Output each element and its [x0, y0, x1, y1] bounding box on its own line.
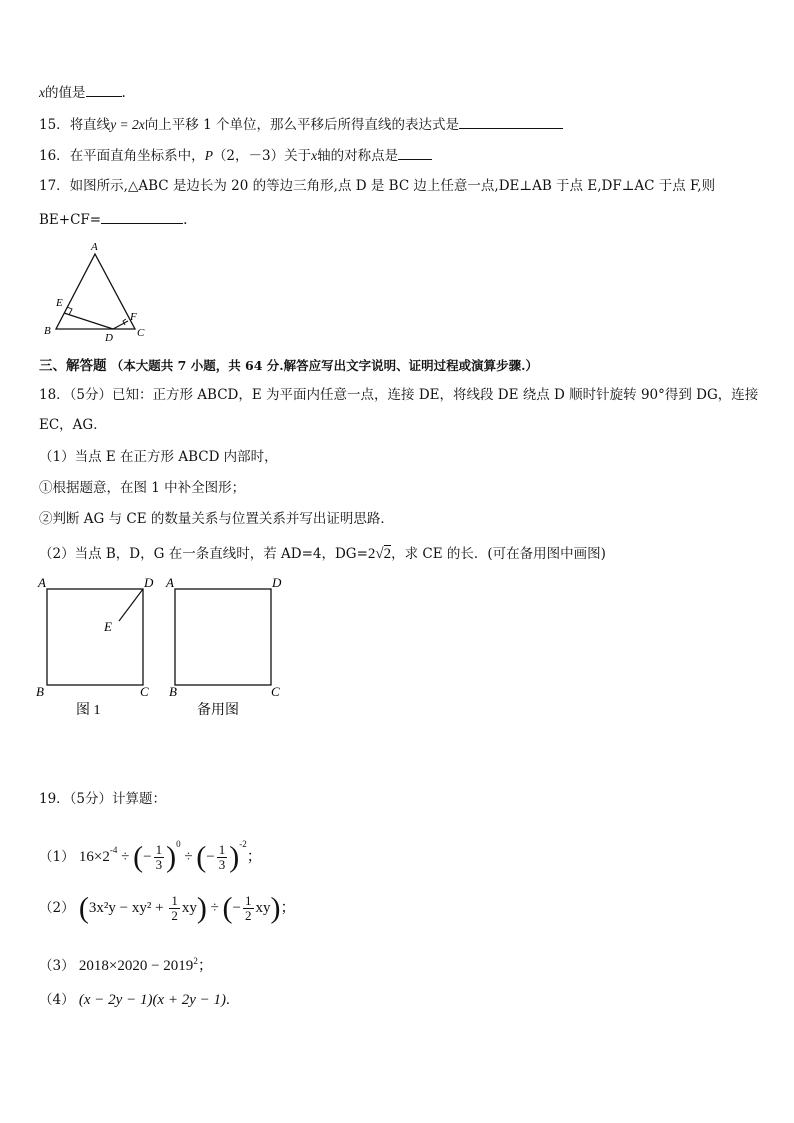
- p1-div: ÷: [121, 849, 130, 865]
- q18-part1b: ②判断 AG 与 CE 的数量关系与位置关系并写出证明思路．: [39, 511, 394, 527]
- q14-answer-line: [39, 82, 126, 103]
- q19-p4-expr: [79, 992, 230, 1008]
- label-a: A: [91, 241, 98, 253]
- p1-frac2-num: 1: [218, 842, 226, 858]
- question-15: [39, 114, 563, 135]
- p4-end: .: [226, 992, 230, 1008]
- section-3-title: 三、解答题: [39, 358, 107, 374]
- sqrt-coef: 2: [367, 546, 376, 562]
- q17-line1: 17．如图所示,△ABC 是边长为 20 的等边三角形,点 D 是 BC 边上任意一点,DE⊥AB 于点 E,DF⊥AC 于点 F,则: [39, 178, 716, 194]
- q14-var: x: [39, 85, 45, 100]
- label-c: C: [137, 327, 145, 339]
- figure-1: [34, 574, 164, 720]
- fig1-label-d: D: [144, 575, 154, 590]
- label-f: F: [130, 311, 137, 323]
- q18-part2: [39, 544, 606, 564]
- q16-post: 轴的对称点是: [317, 148, 399, 164]
- triangle-figure: [40, 240, 150, 342]
- p1-frac2-den: 3: [218, 857, 226, 873]
- fig2-caption: 备用图: [197, 703, 239, 718]
- q19-p3-expr: [79, 958, 213, 974]
- p3-exp: 2: [193, 956, 198, 966]
- fig1-label-b: B: [36, 684, 44, 699]
- section-3-header: [39, 356, 538, 376]
- figure-spare: [162, 574, 292, 720]
- p1-exp2: -2: [239, 839, 247, 849]
- q18-sqrt: 2√2: [367, 546, 392, 562]
- q18-part1a: ①根据题意，在图 1 中补全图形；: [39, 480, 246, 496]
- p2-xy2: xy: [255, 900, 271, 916]
- p2-end: ；: [280, 900, 296, 916]
- p1-frac2: [217, 843, 228, 872]
- p3-expr: 2018×2020 − 2019: [78, 958, 194, 974]
- q17-end: .: [183, 212, 188, 228]
- p1-div2: ÷: [184, 849, 193, 865]
- q16-point: P: [204, 148, 213, 163]
- fig1-label-c: C: [140, 684, 149, 699]
- q14-end: .: [121, 85, 126, 101]
- question-16: [39, 145, 432, 166]
- label-e: E: [56, 297, 63, 309]
- p2-xy: xy: [181, 900, 197, 916]
- segment-de: [64, 313, 113, 329]
- q16-axis: x: [311, 148, 318, 163]
- p2-frac1-den: 2: [171, 908, 178, 924]
- q19-part1: [39, 822, 262, 874]
- q14-answer-blank[interactable]: [86, 82, 122, 97]
- q16-answer-blank[interactable]: [398, 145, 432, 160]
- fig1-label-a: A: [38, 575, 46, 590]
- q19-part2: [39, 886, 296, 930]
- p2-frac2-num: 1: [245, 893, 252, 909]
- q18-part2-post: ，求 CE 的长．(可在备用图中画图): [391, 546, 606, 562]
- p1-frac1-num: 1: [155, 842, 163, 858]
- p1-frac1-den: 3: [155, 857, 163, 873]
- q19-part3: [39, 951, 213, 976]
- q15-post: 向上平移 1 个单位，那么平移后所得直线的表达式是: [144, 117, 459, 133]
- square-abcd: [47, 589, 143, 685]
- p1-exp: -4: [109, 845, 118, 855]
- q19-title: 19．（5分）计算题：: [39, 791, 167, 807]
- p1-end: ；: [246, 849, 262, 865]
- q17-line2: [39, 209, 187, 230]
- fig2-label-d: D: [272, 575, 282, 590]
- q19-p2-expr: (3x²y − xy² + $\frac{1}{2}$ xy) ÷ (− $\frac{1}{2}$ xy)；: [78, 891, 296, 925]
- q16-mid: 关于: [284, 148, 312, 164]
- p4-expr: (x − 2y − 1)(x + 2y − 1): [78, 992, 226, 1008]
- q16-coords: （2，－3）: [212, 148, 285, 164]
- q18-line2: EC，AG．: [39, 417, 107, 433]
- q15-answer-blank[interactable]: [459, 114, 563, 129]
- square-abcd-spare: [175, 589, 271, 685]
- q19-p1-label: （1）: [39, 849, 75, 865]
- p1-frac1: [154, 843, 165, 872]
- p1-exp1: 0: [176, 839, 181, 849]
- q14-text: 的值是: [45, 85, 86, 101]
- label-d: D: [105, 332, 113, 342]
- fig2-label-c: C: [271, 684, 280, 699]
- q19-p4-label: （4）: [39, 992, 75, 1008]
- q15-pre: 将直线: [69, 117, 111, 133]
- fig2-label-b: B: [169, 684, 177, 699]
- p2-inner: 3x²y − xy² +: [88, 900, 168, 916]
- q16-number: 16．: [39, 148, 70, 164]
- p2-frac2: [243, 894, 254, 923]
- q17-expr: BE+CF=: [39, 212, 102, 228]
- fig1-caption: 图 1: [76, 703, 101, 718]
- p2-frac1: [169, 894, 180, 923]
- p1-base: 16×2: [78, 849, 110, 865]
- p2-div: ÷: [210, 900, 219, 916]
- q18-part2-pre: （2）当点 B，D，G 在一条直线时，若 AD=4，DG=: [39, 546, 368, 562]
- fig1-label-e: E: [104, 619, 112, 634]
- q18-part1: （1）当点 E 在正方形 ABCD 内部时，: [39, 449, 278, 465]
- q19-p3-label: （3）: [39, 958, 75, 974]
- segment-de-fig1: [119, 589, 143, 621]
- label-b: B: [44, 325, 51, 337]
- q18-line1: 18．（5分）已知：正方形 ABCD，E 为平面内任意一点，连接 DE，将线段 DE 绕点 D 顺时针旋转 90°得到 DG，连接: [39, 387, 759, 403]
- p2-frac2-den: 2: [245, 908, 252, 924]
- triangle-abc: [56, 254, 135, 329]
- q15-equation: y = 2x: [110, 117, 145, 132]
- q19-p2-label: （2）: [39, 900, 75, 916]
- q19-p1-expr: $16\times 2^{-4}$ ÷ (− $\frac{1}{3}$ )$^0$ ÷ (− $\frac{1}{3}$ )$^{-2}$；: [78, 839, 262, 874]
- q15-number: 15．: [39, 117, 70, 133]
- q16-pre: 在平面直角坐标系中，: [69, 148, 205, 164]
- q17-answer-blank[interactable]: [101, 209, 183, 224]
- p3-end: ；: [197, 958, 213, 974]
- q19-part4: [39, 990, 230, 1010]
- fig2-label-a: A: [166, 575, 174, 590]
- section-3-note: （本大题共 7 小题，共 64 分.解答应写出文字说明、证明过程或演算步骤.）: [110, 358, 539, 373]
- sqrt-radicand: 2: [383, 546, 392, 562]
- p2-frac1-num: 1: [171, 893, 178, 909]
- segment-df: [113, 321, 128, 329]
